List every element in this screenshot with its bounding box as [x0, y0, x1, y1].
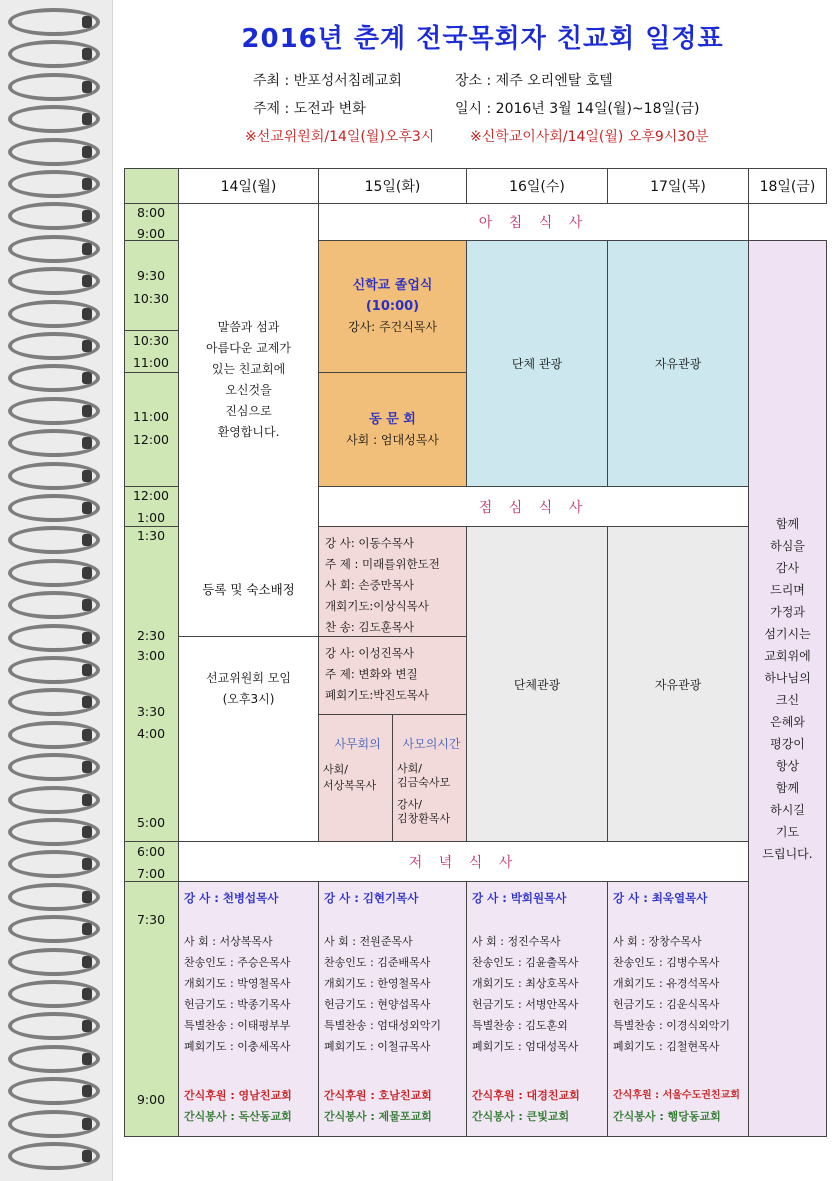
evening-role-line: 사 회 : 장창수목사 — [613, 935, 702, 948]
binder-ring — [8, 850, 100, 878]
header-corner — [124, 168, 179, 204]
binder-ring — [8, 138, 100, 166]
snack-service: 간식봉사 : 큰빛교회 — [472, 1110, 570, 1123]
session1-line: 강 사: 이동수목사 — [325, 536, 414, 550]
time-label: 11:00 — [132, 409, 170, 424]
evening-role-line: 사 회 : 정진수목사 — [472, 935, 561, 948]
session2-line: 강 사: 이성진목사 — [325, 646, 414, 660]
graduation-title: 신학교 졸업식 — [352, 278, 433, 293]
time-label: 8:00 — [136, 205, 166, 220]
evening-role-line: 특별찬송 : 이경식외악기 — [613, 1019, 730, 1032]
binder-ring — [8, 267, 100, 295]
binder-ring — [8, 786, 100, 814]
welcome-line: 진심으로 — [225, 404, 272, 418]
wives-title: 사모의시간 — [402, 737, 461, 751]
time-label: 1:00 — [136, 510, 166, 525]
time-label: 1:30 — [136, 528, 166, 543]
mission-line: (오후3시) — [222, 692, 275, 706]
snack-sponsor: 간식후원 : 대경친교회 — [472, 1089, 580, 1102]
binder-ring — [8, 883, 100, 911]
thu-free-tour-am: 자유관광 — [607, 240, 749, 487]
office-line: 사회/ — [323, 763, 348, 776]
time-label: 12:00 — [132, 432, 170, 447]
alumni-host: 사회 : 엄대성목사 — [346, 432, 439, 447]
prayer-line: 평강이 — [770, 736, 805, 751]
evening-role-line: 특별찬송 : 김도훈외 — [472, 1019, 568, 1032]
thu-free-tour-pm: 자유관광 — [607, 526, 749, 842]
prayer-line: 드립니다. — [762, 846, 813, 861]
binder-ring — [8, 721, 100, 749]
binder-ring — [8, 1045, 100, 1073]
evening-role-line: 찬송인도 : 주승은목사 — [184, 956, 291, 969]
welcome-line: 오신것을 — [225, 383, 272, 397]
graduation-cell — [318, 240, 467, 373]
evening-role-line: 헌금기도 : 김운식목사 — [613, 998, 720, 1011]
evening-speaker: 강 사 : 박희원목사 — [472, 891, 567, 905]
evening-role-line: 헌금기도 : 서병안목사 — [472, 998, 579, 1011]
wives-line: 김창환목사 — [397, 812, 451, 825]
prayer-line: 섬기시는 — [764, 626, 811, 641]
snack-sponsor: 간식후원 : 호남친교회 — [324, 1089, 432, 1102]
binder-ring — [8, 397, 100, 425]
binder-ring — [8, 1077, 100, 1105]
prayer-line: 감사 — [775, 560, 800, 575]
binder-ring — [8, 915, 100, 943]
tue-session-2 — [318, 636, 467, 715]
time-label: 7:30 — [136, 912, 166, 927]
alumni-title: 동 문 회 — [369, 411, 416, 427]
wives-line: 사회/ — [397, 762, 422, 775]
alumni-cell — [318, 372, 467, 487]
fri-prayer-cell — [748, 240, 827, 1137]
time-label: 6:00 — [136, 844, 166, 859]
prayer-line: 하시길 — [770, 802, 805, 817]
binder-ring — [8, 170, 100, 198]
binder-ring — [8, 40, 100, 68]
page-title: 2016년 춘계 전국목회자 친교회 일정표 — [241, 24, 724, 54]
evening-session-2 — [318, 881, 467, 1137]
office-title: 사무회의 — [334, 737, 381, 751]
welcome-line: 아름다운 교제가 — [206, 341, 291, 355]
office-line: 서상복목사 — [323, 779, 377, 792]
evening-speaker: 강 사 : 천병섭목사 — [184, 891, 279, 905]
binder-ring — [8, 753, 100, 781]
wed-group-tour-pm: 단체관광 — [466, 526, 608, 842]
breakfast-row: 아 침 식 사 — [318, 203, 749, 241]
day-header-fri: 18일(금) — [748, 168, 827, 204]
binder-ring — [8, 1142, 100, 1170]
prayer-line: 크신 — [775, 692, 800, 707]
binder-ring — [8, 559, 100, 587]
graduation-speaker: 강사: 주건식목사 — [347, 320, 437, 334]
binder-ring — [8, 591, 100, 619]
binder-ring — [8, 818, 100, 846]
day-header-tue: 15일(화) — [318, 168, 467, 204]
session1-line: 사 회: 손중만목사 — [325, 578, 414, 592]
time-label: 10:30 — [132, 333, 170, 348]
prayer-line: 하심을 — [770, 538, 805, 553]
session1-line: 찬 송: 김도훈목사 — [325, 620, 414, 634]
prayer-line: 은혜와 — [770, 714, 805, 729]
mission-line: 선교위원회 모임 — [206, 671, 291, 685]
binder-ring — [8, 202, 100, 230]
binder-ring — [8, 494, 100, 522]
evening-speaker: 강 사 : 최욱열목사 — [613, 891, 708, 905]
dinner-row: 저 녁 식 사 — [178, 841, 749, 882]
wives-line: 강사/ — [397, 798, 422, 811]
time-label: 10:30 — [132, 291, 170, 306]
fri-prayer-text — [762, 513, 812, 865]
time-label: 3:00 — [136, 648, 166, 663]
time-label: 11:00 — [132, 355, 170, 370]
prayer-line: 드리며 — [770, 582, 805, 597]
evening-role-line: 개회기도 : 최상호목사 — [472, 977, 579, 990]
binder-ring — [8, 624, 100, 652]
lunch-row: 점 심 식 사 — [318, 486, 749, 527]
time-label: 4:00 — [136, 726, 166, 741]
time-label: 9:30 — [136, 268, 166, 283]
session2-line: 주 제: 변화와 변질 — [325, 667, 418, 681]
binder-ring — [8, 980, 100, 1008]
tue-office-meeting — [318, 714, 393, 842]
evening-role-line: 폐회기도 : 이철규목사 — [324, 1040, 431, 1053]
place-info: 장소 : 제주 오리엔탈 호텔 — [455, 73, 613, 89]
snack-sponsor: 간식후원 : 영남친교회 — [184, 1089, 292, 1102]
evening-session-1 — [178, 881, 319, 1137]
binder-ring — [8, 656, 100, 684]
evening-speaker: 강 사 : 김현기목사 — [324, 891, 419, 905]
host-info: 주최 : 반포성서침례교회 — [253, 73, 402, 89]
evening-role-line: 폐회기도 : 엄대성목사 — [472, 1040, 579, 1053]
prayer-line: 함께 — [775, 516, 800, 531]
session1-line: 개회기도:이상식목사 — [325, 599, 429, 613]
dates-info: 일시 : 2016년 3월 14일(월)~18일(금) — [455, 101, 700, 117]
time-label: 9:00 — [136, 1092, 166, 1107]
evening-role-line: 개회기도 : 박영철목사 — [184, 977, 291, 990]
prayer-line: 항상 — [775, 758, 800, 773]
seminary-board-note: ※신학교이사회/14일(월) 오후9시30분 — [470, 129, 709, 145]
binder-ring — [8, 8, 100, 36]
day-header-wed: 16일(수) — [466, 168, 608, 204]
time-label: 7:00 — [136, 866, 166, 881]
day-header-mon: 14일(월) — [178, 168, 319, 204]
binder-ring — [8, 1012, 100, 1040]
binder-ring — [8, 948, 100, 976]
evening-role-line: 찬송인도 : 김준배목사 — [324, 956, 431, 969]
prayer-line: 교회위에 — [764, 648, 811, 663]
evening-role-line: 헌금기도 : 박종기목사 — [184, 998, 291, 1011]
prayer-line: 기도 — [775, 824, 800, 839]
mission-committee-note: ※선교위원회/14일(월)오후3시 — [245, 129, 435, 145]
welcome-line: 있는 친교회에 — [211, 362, 286, 376]
snack-service: 간식봉사 : 행당동교회 — [613, 1110, 721, 1123]
time-label: 3:30 — [136, 704, 166, 719]
welcome-line: 환영합니다. — [217, 425, 280, 439]
day-header-thu: 17일(목) — [607, 168, 749, 204]
binder-ring — [8, 73, 100, 101]
time-slot — [124, 526, 179, 842]
snack-service: 간식봉사 : 제물포교회 — [324, 1110, 432, 1123]
time-slot — [124, 372, 179, 487]
mon-welcome-cell — [178, 203, 319, 637]
evening-role-line: 찬송인도 : 김윤출목사 — [472, 956, 579, 969]
evening-role-line: 개회기도 : 유경석목사 — [613, 977, 720, 990]
mon-register: 등록 및 숙소배정 — [202, 582, 295, 597]
binder-ring — [8, 364, 100, 392]
evening-role-line: 찬송인도 : 김병수목사 — [613, 956, 720, 969]
evening-role-line: 특별찬송 : 엄대성외악기 — [324, 1019, 441, 1032]
binder-ring — [8, 332, 100, 360]
evening-role-line: 사 회 : 전원준목사 — [324, 935, 413, 948]
evening-session-4 — [607, 881, 749, 1137]
evening-role-line: 헌금기도 : 현양섭목사 — [324, 998, 431, 1011]
time-slot — [124, 240, 179, 331]
snack-service: 간식봉사 : 독산동교회 — [184, 1110, 292, 1123]
binder-spiral — [0, 0, 113, 1181]
mon-mission-cell — [178, 636, 319, 842]
session1-line: 주 제 : 미래를위한도전 — [325, 557, 440, 571]
binder-ring — [8, 429, 100, 457]
wed-group-tour-am: 단체 관광 — [466, 240, 608, 487]
evening-role-line: 사 회 : 서상복목사 — [184, 935, 273, 948]
session2-line: 폐회기도:박진도목사 — [325, 688, 429, 702]
binder-ring — [8, 300, 100, 328]
binder-ring — [8, 688, 100, 716]
tue-wives-time — [392, 714, 467, 842]
binder-ring — [8, 235, 100, 263]
theme-info: 주제 : 도전과 변화 — [253, 101, 366, 117]
graduation-time: (10:00) — [365, 299, 420, 314]
welcome-line: 말씀과 섬과 — [217, 320, 280, 334]
prayer-line: 하나님의 — [764, 670, 811, 685]
evening-role-line: 폐회기도 : 김철현목사 — [613, 1040, 720, 1053]
prayer-line: 함께 — [775, 780, 800, 795]
binder-ring — [8, 1110, 100, 1138]
binder-ring — [8, 105, 100, 133]
tue-session-1 — [318, 526, 467, 637]
time-label: 12:00 — [132, 488, 170, 503]
time-label: 9:00 — [136, 226, 166, 241]
evening-role-line: 개회기도 : 한영철목사 — [324, 977, 431, 990]
binder-ring — [8, 526, 100, 554]
time-label: 5:00 — [136, 815, 166, 830]
evening-role-line: 특별찬송 : 이태평부부 — [184, 1019, 291, 1032]
prayer-line: 가정과 — [770, 604, 805, 619]
snack-sponsor: 간식후원 : 서울수도권친교회 — [613, 1090, 740, 1101]
time-label: 2:30 — [136, 628, 166, 643]
evening-session-3 — [466, 881, 608, 1137]
wives-line: 김금숙사모 — [397, 776, 451, 789]
binder-ring — [8, 462, 100, 490]
evening-role-line: 폐회기도 : 이충세목사 — [184, 1040, 291, 1053]
